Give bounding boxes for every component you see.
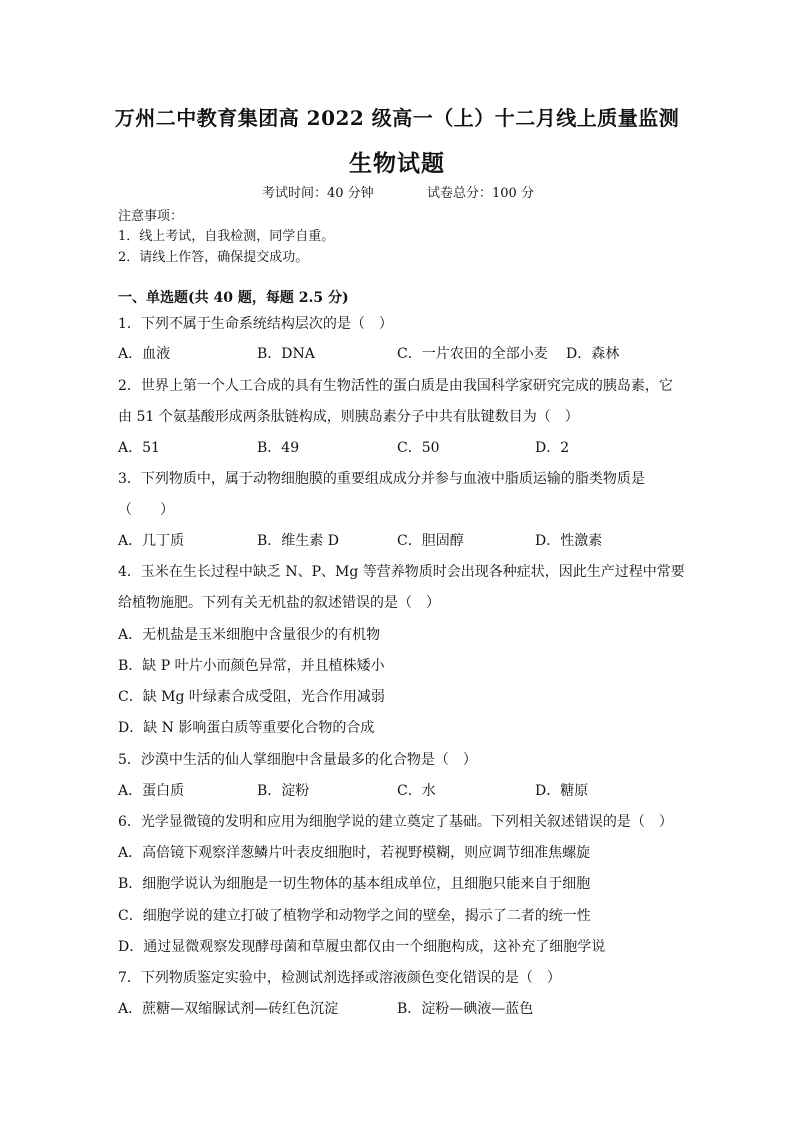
option: C．一片农田的全部小麦	[397, 346, 548, 362]
note-item: 1．线上考试，自我检测，同学自重。	[118, 229, 335, 244]
option: A．无机盐是玉米细胞中含量很少的有机物	[118, 627, 381, 643]
option: D．性激素	[535, 533, 603, 549]
note-item: 2．请线上作答，确保提交成功。	[118, 250, 309, 265]
question-stem: 5．沙漠中生活的仙人掌细胞中含量最多的化合物是（ ）	[118, 752, 477, 768]
total-score: 试卷总分：100 分	[427, 186, 534, 201]
question-stem: 由 51 个氨基酸形成两条肽链构成，则胰岛素分子中共有肽键数目为（ ）	[118, 409, 579, 425]
option: B．维生素 D	[257, 533, 339, 549]
question-stem: 3．下列物质中，属于动物细胞膜的重要组成成分并参与血液中脂质运输的脂类物质是	[118, 471, 645, 487]
option: D．通过显微观察发现酵母菌和草履虫都仅由一个细胞构成，这补充了细胞学说	[118, 939, 606, 955]
option: A．蔗糖—双缩脲试剂—砖红色沉淀	[118, 1001, 339, 1017]
option: B．DNA	[257, 346, 315, 362]
exam-subtitle: 生物试题	[349, 150, 445, 177]
option: B．细胞学说认为细胞是一切生物体的基本组成单位，且细胞只能来自于细胞	[118, 876, 591, 892]
option: B．缺 P 叶片小而颜色异常，并且植株矮小	[118, 658, 385, 674]
option: D．森林	[566, 346, 620, 362]
option: C．50	[397, 440, 440, 456]
option: D．2	[535, 440, 570, 456]
question-stem: 7．下列物质鉴定实验中，检测试剂选择或溶液颜色变化错误的是（ ）	[118, 970, 561, 986]
option: D．糖原	[535, 783, 589, 799]
option: D．缺 N 影响蛋白质等重要化合物的合成	[118, 720, 375, 736]
option: C．缺 Mg 叶绿素合成受阻，光合作用减弱	[118, 689, 385, 705]
notes-heading: 注意事项：	[118, 209, 184, 224]
option: A．几丁质	[118, 533, 185, 549]
option: A．血液	[118, 346, 171, 362]
question-stem: 给植物施肥。下列有关无机盐的叙述错误的是（ ）	[118, 595, 440, 611]
option: B．淀粉	[257, 783, 310, 799]
exam-title: 万州二中教育集团高 2022 级高一（上）十二月线上质量监测	[114, 106, 680, 130]
question-stem: 1．下列不属于生命系统结构层次的是（ ）	[118, 316, 393, 332]
option: B．49	[257, 440, 300, 456]
option: C．胆固醇	[397, 533, 464, 549]
section-heading: 一、单选题(共 40 题，每题 2.5 分)	[118, 290, 349, 306]
question-stem: （ ）	[118, 502, 174, 518]
option: C．水	[397, 783, 436, 799]
exam-time: 考试时间：40 分钟	[262, 186, 374, 201]
option: A．51	[118, 440, 160, 456]
option: A．蛋白质	[118, 783, 185, 799]
option: B．淀粉—碘液—蓝色	[397, 1001, 534, 1017]
question-stem: 6．光学显微镜的发明和应用为细胞学说的建立奠定了基础。下列相关叙述错误的是（ ）	[118, 814, 673, 830]
option: A．高倍镜下观察洋葱鳞片叶表皮细胞时，若视野模糊，则应调节细准焦螺旋	[118, 845, 591, 861]
question-stem: 2．世界上第一个人工合成的具有生物活性的蛋白质是由我国科学家研究完成的胰岛素，它	[118, 378, 673, 394]
option: C．细胞学说的建立打破了植物学和动物学之间的壁垒，揭示了二者的统一性	[118, 908, 591, 924]
question-stem: 4．玉米在生长过程中缺乏 N、P、Mg 等营养物质时会出现各种症状，因此生产过程中常要	[118, 564, 685, 580]
